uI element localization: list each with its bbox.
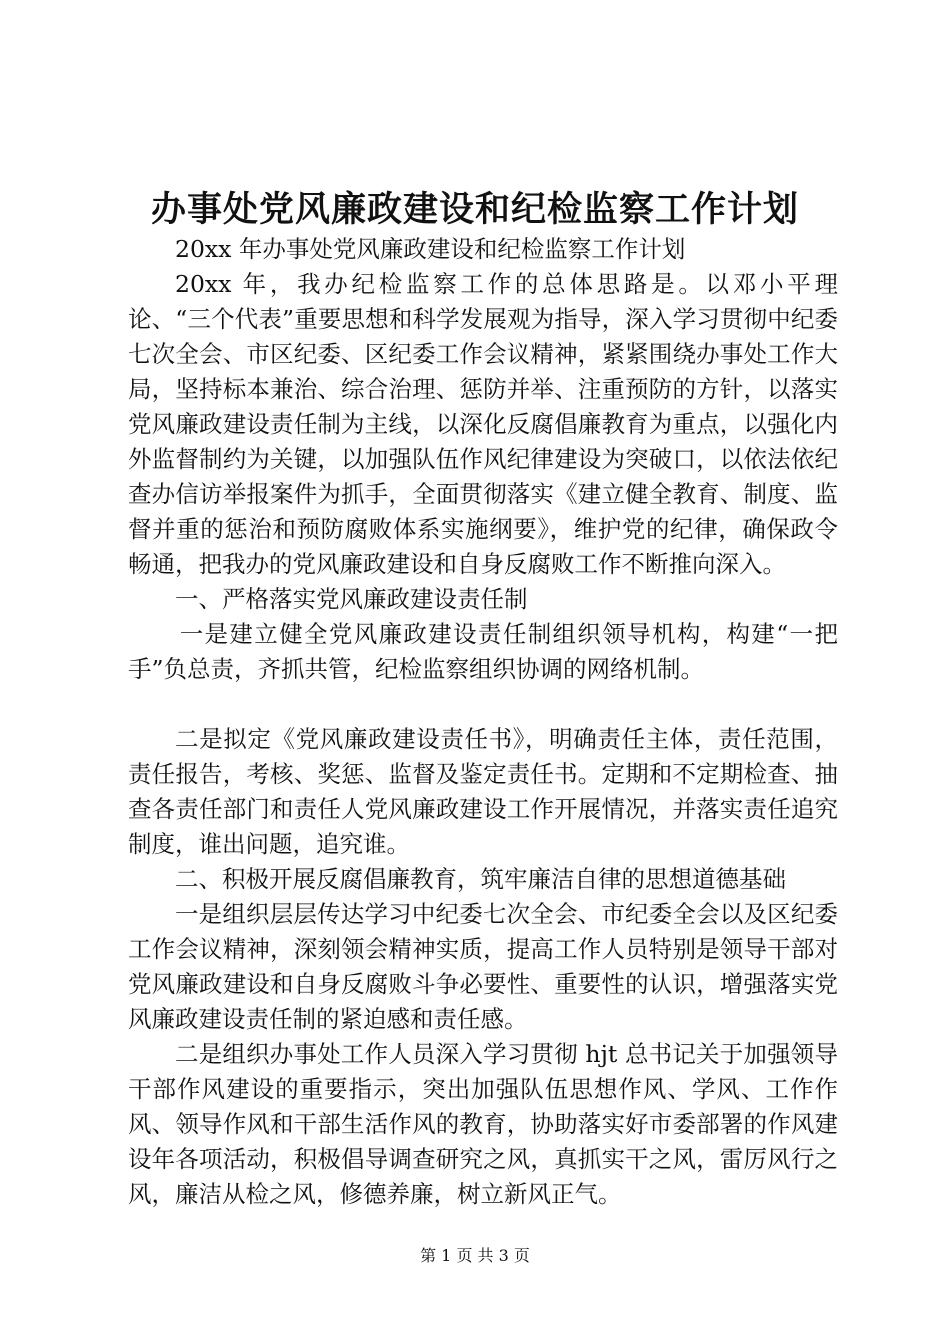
page-footer: 第 1 页 共 3 页 xyxy=(420,1246,530,1265)
blank-line xyxy=(128,687,838,722)
paragraph-intro: 20xx 年，我办纪检监察工作的总体思路是。以邓小平理论、“三个代表”重要思想和科学发展观为指导，深入学习贯彻中纪委七次全会、市区纪委、区纪委工作会议精神，紧紧围绕办事处工作大局，坚持标本兼治、综合治理、惩防并举、注重预防的方针，以落实党风廉政建设责任制为主线，以深化反腐倡廉教育为重点，以强化内外监督制约为关键，以加强队伍作风纪律建设为突破口，以依法依纪查办信访举报案件为抓手，全面贯彻落实《建立健全教育、制度、监督并重的惩治和预防腐败体系实施纲要》，维护党的纪律，确保政令畅通，把我办的党风廉政建设和自身反腐败工作不断推向深入。 xyxy=(128,270,838,578)
paragraph-2-2: 二是组织办事处工作人员深入学习贯彻 hjt 总书记关于加强领导干部作风建设的重要指示，突出加强队伍思想作风、学风、工作作风、领导作风和干部生活作风的教育，协助落实好市委部署的作风建设年各项活动，积极倡导调查研究之风，真抓实干之风，雷厉风行之风，廉洁从检之风，修德养廉，树立新风正气。 xyxy=(128,1040,838,1208)
section-heading-1: 一、严格落实党风廉政建设责任制 xyxy=(175,585,528,613)
paragraph-1-2: 二是拟定《党风廉政建设责任书》，明确责任主体，责任范围，责任报告，考核、奖惩、监督及鉴定责任书。定期和不定期检查、抽查各责任部门和责任人党风廉政建设工作开展情况，并落实责任追究制度，谁出问题，追究谁。 xyxy=(128,725,838,858)
document-subtitle: 20xx 年办事处党风廉政建设和纪检监察工作计划 xyxy=(175,235,686,263)
paragraph-1-1: 一是建立健全党风廉政建设责任制组织领导机构，构建“一把手”负总责，齐抓共管，纪检监察组织协调的网络机制。 xyxy=(128,620,838,683)
paragraph-2-1: 一是组织层层传达学习中纪委七次全会、市纪委全会以及区纪委工作会议精神，深刻领会精神实质，提高工作人员特别是领导干部对党风廉政建设和自身反腐败斗争必要性、重要性的认识，增强落实党风廉政建设责任制的紧迫感和责任感。 xyxy=(128,900,838,1033)
section-heading-2: 二、积极开展反腐倡廉教育，筑牢廉洁自律的思想道德基础 xyxy=(175,865,786,893)
document-body xyxy=(128,232,838,1212)
document-title: 办事处党风廉政建设和纪检监察工作计划 xyxy=(150,190,799,230)
